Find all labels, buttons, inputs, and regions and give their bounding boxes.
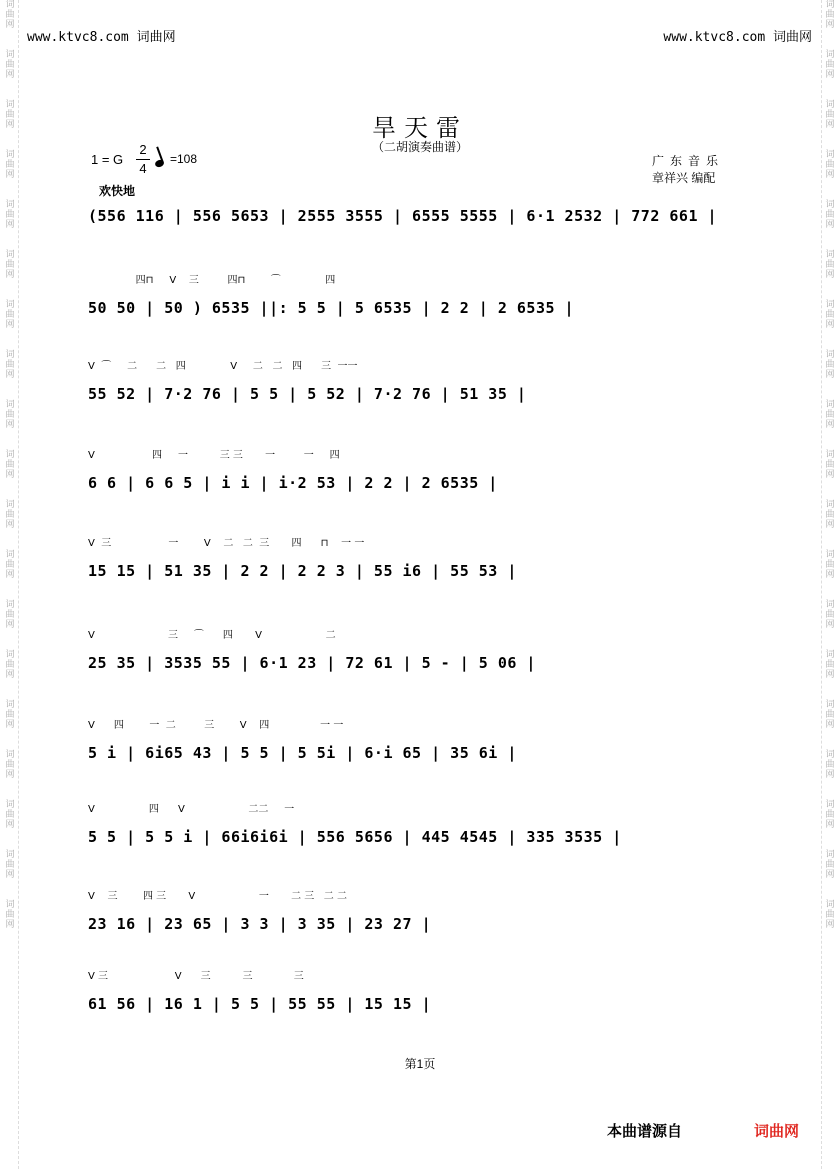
tempo-value: =108: [170, 151, 198, 166]
watermark-glyph: 曲: [5, 210, 15, 220]
watermark-glyph: 网: [5, 70, 15, 80]
watermark-glyph: 曲: [5, 60, 15, 70]
watermark-glyph: 网: [5, 520, 15, 530]
watermark-glyph-group: [5, 700, 14, 730]
watermark-glyph: 词: [825, 300, 835, 310]
watermark-glyph: 网: [5, 20, 15, 30]
footer-source-label: 本曲谱源自: [607, 1123, 683, 1140]
watermark-glyph: 曲: [5, 460, 15, 470]
watermark-glyph-group: [825, 0, 834, 30]
watermark-glyph: 词: [5, 750, 15, 760]
watermark-glyph: 词: [825, 700, 835, 710]
watermark-glyph: 曲: [825, 360, 835, 370]
watermark-glyph-group: [5, 550, 14, 580]
watermark-glyph: 曲: [825, 460, 835, 470]
watermark-glyph-group: [5, 50, 14, 80]
time-signature: [136, 141, 150, 178]
watermark-glyph: 曲: [825, 760, 835, 770]
watermark-glyph: 曲: [825, 560, 835, 570]
watermark-glyph: 曲: [5, 410, 15, 420]
bowing-marks-line: V 四 V 二二 一: [88, 804, 330, 815]
watermark-glyph: 词: [5, 100, 15, 110]
watermark-glyph: 网: [5, 470, 15, 480]
watermark-glyph: 网: [5, 870, 15, 880]
watermark-glyph: 词: [5, 550, 15, 560]
watermark-glyph-group: [825, 700, 834, 730]
watermark-glyph: 曲: [5, 610, 15, 620]
watermark-glyph: 曲: [5, 110, 15, 120]
watermark-glyph-group: [5, 300, 14, 330]
watermark-glyph: 曲: [825, 110, 835, 120]
watermark-glyph: 曲: [825, 510, 835, 520]
watermark-glyph-group: [5, 350, 14, 380]
watermark-glyph: 网: [5, 570, 15, 580]
watermark-glyph-group: [5, 250, 14, 280]
watermark-glyph: 词: [5, 400, 15, 410]
watermark-glyph: 词: [5, 500, 15, 510]
watermark-glyph: 词: [825, 500, 835, 510]
expression-marking: 欢快地: [99, 184, 136, 198]
watermark-glyph-group: [5, 450, 14, 480]
watermark-glyph: 词: [5, 150, 15, 160]
watermark-glyph: 网: [5, 670, 15, 680]
watermark-glyph-group: [825, 900, 834, 930]
music-source: 广东音乐: [652, 154, 725, 168]
bowing-marks-line: [88, 179, 758, 199]
arranger-credit: 章祥兴 编配: [652, 171, 716, 185]
watermark-glyph-group: [825, 500, 834, 530]
watermark-glyph: 网: [825, 670, 835, 680]
watermark-glyph: 网: [825, 120, 835, 130]
watermark-glyph: 网: [825, 370, 835, 380]
score-line: 61 56 | 16 1 | 5 5 | 55 55 | 15 15 |: [88, 995, 432, 1013]
watermark-glyph: 曲: [5, 560, 15, 570]
score-line: 15 15 | 51 35 | 2 2 | 2 2 3 | 55 i6 | 55 53 |: [88, 562, 517, 580]
watermark-glyph: 词: [825, 850, 835, 860]
left-watermark-strip: [2, 0, 19, 1169]
watermark-glyph: 曲: [5, 510, 15, 520]
watermark-glyph: 网: [825, 20, 835, 30]
score-line: 50 50 | 50 ) 6535 ||: 5 5 | 5 6535 | 2 2 | 2 6535 |: [88, 299, 575, 317]
watermark-glyph: 曲: [5, 660, 15, 670]
watermark-glyph-group: [5, 0, 14, 30]
watermark-url-right[interactable]: www.ktvc8.com 词曲网: [663, 30, 812, 45]
watermark-glyph: 网: [825, 770, 835, 780]
watermark-glyph-group: [5, 650, 14, 680]
watermark-glyph: 曲: [825, 410, 835, 420]
score-line: 23 16 | 23 65 | 3 3 | 3 35 | 23 27 |: [88, 915, 432, 933]
watermark-glyph-group: [825, 650, 834, 680]
watermark-glyph: 网: [825, 620, 835, 630]
watermark-glyph: 词: [5, 350, 15, 360]
page-number: 第1页: [404, 1057, 436, 1071]
watermark-glyph: 曲: [825, 910, 835, 920]
watermark-glyph: 网: [825, 320, 835, 330]
watermark-glyph: 词: [5, 900, 15, 910]
bowing-marks-line: V 三 一 V 二 二 三 四 ⊓ 一 一: [88, 538, 365, 549]
watermark-glyph: 网: [5, 770, 15, 780]
watermark-glyph: 词: [5, 300, 15, 310]
watermark-glyph: 曲: [825, 660, 835, 670]
watermark-glyph: 曲: [825, 210, 835, 220]
watermark-glyph: 曲: [825, 60, 835, 70]
watermark-glyph: 词: [825, 750, 835, 760]
score-subtitle: （二胡演奏曲谱）: [371, 140, 468, 154]
watermark-glyph: 词: [5, 200, 15, 210]
watermark-glyph: 词: [5, 450, 15, 460]
watermark-glyph-group: [825, 850, 834, 880]
watermark-glyph-group: [5, 200, 14, 230]
watermark-glyph-group: [5, 850, 14, 880]
key-signature: 1 = G: [91, 152, 124, 167]
watermark-glyph: 曲: [825, 10, 835, 20]
watermark-glyph: 词: [825, 50, 835, 60]
watermark-glyph: 词: [825, 350, 835, 360]
watermark-glyph: 网: [825, 70, 835, 80]
watermark-glyph-group: [5, 900, 14, 930]
watermark-glyph-group: [825, 750, 834, 780]
watermark-glyph: 曲: [825, 860, 835, 870]
watermark-glyph: 网: [5, 270, 15, 280]
watermark-glyph: 词: [825, 250, 835, 260]
watermark-glyph-group: [825, 550, 834, 580]
watermark-glyph: 词: [825, 650, 835, 660]
watermark-glyph: 网: [825, 720, 835, 730]
watermark-glyph-group: [825, 250, 834, 280]
watermark-glyph-group: [5, 750, 14, 780]
watermark-glyph: 曲: [825, 310, 835, 320]
watermark-glyph: 词: [825, 450, 835, 460]
watermark-glyph: 词: [5, 0, 15, 10]
watermark-glyph: 词: [5, 700, 15, 710]
watermark-glyph: 词: [5, 250, 15, 260]
bowing-marks-line: V 四 一 二 三 V 四 一 一: [88, 720, 344, 731]
watermark-glyph: 曲: [5, 310, 15, 320]
watermark-glyph-group: [825, 400, 834, 430]
watermark-glyph-group: [825, 800, 834, 830]
watermark-glyph: 曲: [5, 760, 15, 770]
watermark-glyph: 词: [825, 800, 835, 810]
watermark-glyph: 网: [5, 920, 15, 930]
bowing-marks-line: V 四 一 三 三 一 一 四: [88, 450, 340, 461]
watermark-glyph: 网: [5, 320, 15, 330]
watermark-glyph-group: [825, 200, 834, 230]
watermark-glyph: 网: [825, 470, 835, 480]
watermark-glyph: 曲: [5, 810, 15, 820]
watermark-glyph: 曲: [5, 710, 15, 720]
bowing-marks-line: V ⌒ 二 二 四 V 二 二 四 三 一一: [88, 361, 358, 372]
right-watermark-strip: [821, 0, 838, 1169]
watermark-glyph-group: [825, 600, 834, 630]
watermark-glyph: 网: [825, 820, 835, 830]
watermark-glyph: 词: [5, 800, 15, 810]
watermark-glyph: 词: [825, 100, 835, 110]
watermark-glyph: 曲: [825, 260, 835, 270]
watermark-glyph: 词: [825, 600, 835, 610]
score-line: 5 5 | 5 5 i | 66i6i6i | 556 5656 | 445 4545 | 335 3535 |: [88, 828, 622, 846]
watermark-glyph-group: [825, 450, 834, 480]
bowing-marks-line: V 三 ⌒ 四 V 二: [88, 630, 336, 641]
watermark-glyph: 网: [5, 120, 15, 130]
score-title: 旱天雷: [372, 114, 468, 142]
watermark-url-left[interactable]: www.ktvc8.com 词曲网: [27, 30, 176, 45]
watermark-glyph: 网: [5, 220, 15, 230]
watermark-glyph: 词: [825, 400, 835, 410]
watermark-glyph: 网: [5, 370, 15, 380]
watermark-glyph-group: [825, 50, 834, 80]
watermark-glyph: 曲: [825, 710, 835, 720]
watermark-glyph: 网: [5, 170, 15, 180]
watermark-glyph: 网: [5, 720, 15, 730]
watermark-glyph: 曲: [5, 260, 15, 270]
watermark-glyph: 网: [825, 920, 835, 930]
watermark-glyph: 曲: [5, 910, 15, 920]
watermark-glyph: 曲: [5, 10, 15, 20]
watermark-glyph: 网: [825, 520, 835, 530]
watermark-glyph: 曲: [825, 810, 835, 820]
watermark-glyph: 网: [825, 270, 835, 280]
watermark-glyph: 曲: [5, 860, 15, 870]
watermark-glyph: 曲: [5, 360, 15, 370]
watermark-glyph: 词: [825, 150, 835, 160]
time-signature-top: 2: [139, 142, 147, 157]
watermark-glyph-group: [825, 300, 834, 330]
watermark-glyph-group: [825, 350, 834, 380]
watermark-glyph: 词: [5, 50, 15, 60]
score-line: 55 52 | 7·2 76 | 5 5 | 5 52 | 7·2 76 | 51 35 |: [88, 385, 527, 403]
watermark-glyph-group: [5, 800, 14, 830]
watermark-glyph: 网: [5, 820, 15, 830]
time-signature-bottom: 4: [139, 161, 147, 176]
watermark-glyph: 词: [825, 0, 835, 10]
watermark-glyph: 网: [825, 220, 835, 230]
watermark-glyph-group: [5, 600, 14, 630]
watermark-glyph: 网: [825, 170, 835, 180]
score-line: 6 6 | 6 6 5 | i i | i·2 53 | 2 2 | 2 6535 |: [88, 474, 498, 492]
watermark-glyph: 曲: [825, 610, 835, 620]
tempo-marking: [155, 150, 197, 167]
watermark-glyph: 词: [5, 850, 15, 860]
watermark-glyph-group: [5, 500, 14, 530]
bowing-marks-line: 四⊓ V 三 四⊓ ⌒ 四: [88, 275, 336, 286]
watermark-glyph: 词: [825, 550, 835, 560]
watermark-glyph: 网: [5, 420, 15, 430]
score-line: 5 i | 6i65 43 | 5 5 | 5 5i | 6·i 65 | 35 6i |: [88, 744, 517, 762]
watermark-glyph: 词: [825, 900, 835, 910]
watermark-glyph: 词: [825, 200, 835, 210]
footer-brand-link[interactable]: 词曲网: [754, 1123, 800, 1140]
watermark-glyph-group: [5, 400, 14, 430]
bowing-marks-line: V 三 四 三 V 一 二 三 二 二: [88, 891, 347, 902]
watermark-glyph: 曲: [5, 160, 15, 170]
score-line: 25 35 | 3535 55 | 6·1 23 | 72 61 | 5 - | 5 06 |: [88, 654, 536, 672]
watermark-glyph: 词: [5, 600, 15, 610]
watermark-glyph: 网: [5, 620, 15, 630]
quarter-note-icon: [154, 159, 165, 169]
watermark-glyph: 网: [825, 420, 835, 430]
watermark-glyph: 网: [825, 870, 835, 880]
watermark-glyph: 网: [825, 570, 835, 580]
bowing-marks-line: V 三 V 三 三 三: [88, 971, 304, 982]
watermark-glyph: 曲: [825, 160, 835, 170]
score-line: (556 116 | 556 5653 | 2555 3555 | 6555 5555 | 6·1 2532 | 772 661 |: [88, 207, 718, 225]
watermark-glyph: 词: [5, 650, 15, 660]
